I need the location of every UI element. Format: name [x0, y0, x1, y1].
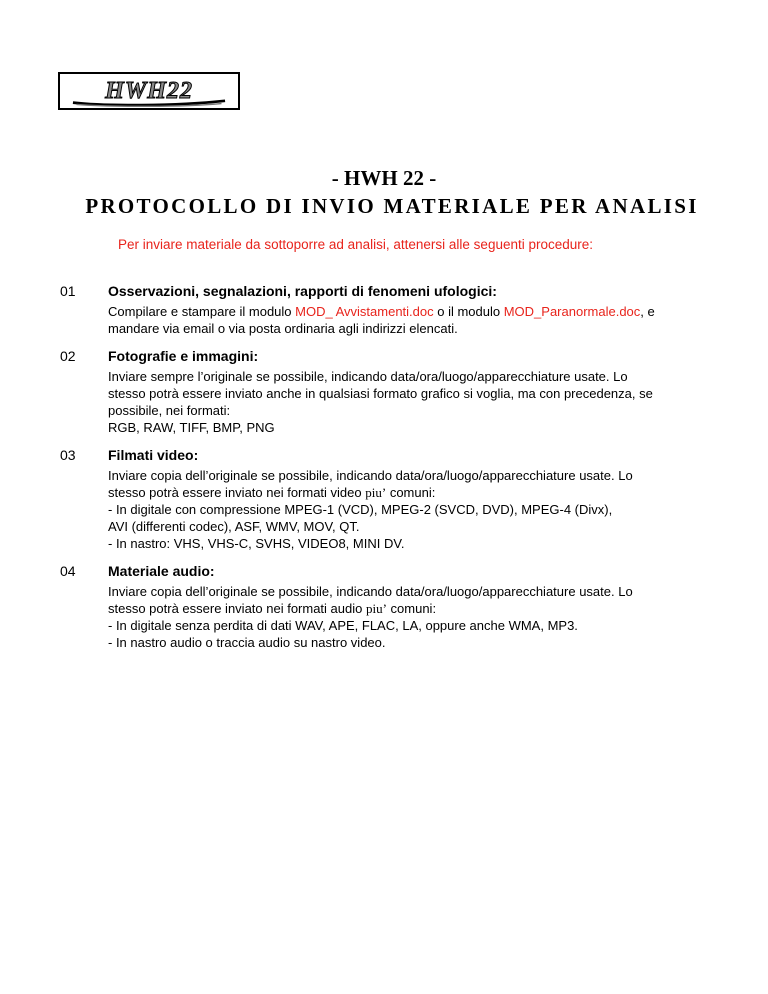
section-heading: Materiale audio: [108, 563, 215, 579]
body-line [108, 484, 748, 501]
paranormale-doc-link[interactable]: MOD_Paranormale.doc [503, 304, 641, 319]
logo-graphic [60, 74, 238, 108]
text-fragment: comuni: [386, 601, 437, 616]
section-heading: Fotografie e immagini: [108, 348, 259, 364]
text-fragment: stesso potrà essere inviato nei formati video [108, 485, 366, 500]
intro-text: Per inviare materiale da sottoporre ad analisi, attenersi alle seguenti procedure: [118, 237, 594, 252]
body-line: AVI (differenti codec), ASF, WMV, MOV, QT. [108, 519, 360, 534]
body-line: Inviare copia dell’originale se possibile, indicando data/ora/luogo/apparecchiature usate. Lo [108, 584, 633, 599]
body-line [108, 303, 748, 320]
text-fragment: stesso potrà essere inviato nei formati audio [108, 601, 366, 616]
section-number: 01 [60, 283, 76, 299]
logo-text: HWH22 [105, 77, 193, 105]
section-number: 03 [60, 447, 76, 463]
hwh22-logo [58, 72, 240, 110]
body-line: stesso potrà essere inviato anche in qualsiasi formato grafico si voglia, ma con precedenza, se [108, 386, 653, 401]
section-body [108, 583, 748, 651]
document-subtitle: PROTOCOLLO DI INVIO MATERIALE PER ANALISI [85, 194, 699, 218]
body-line: possibile, nei formati: [108, 403, 231, 418]
text-fragment: o il modulo [433, 304, 504, 319]
body-line: mandare via email o via posta ordinaria agli indirizzi elencati. [108, 321, 458, 336]
body-line [108, 600, 748, 617]
section-heading: Filmati video: [108, 447, 199, 463]
text-fragment: , e [640, 304, 655, 319]
text-fragment: comuni: [386, 485, 436, 500]
section-heading: Osservazioni, segnalazioni, rapporti di fenomeni ufologici: [108, 283, 497, 299]
body-line: - In digitale con compressione MPEG-1 (VCD), MPEG-2 (SVCD, DVD), MPEG-4 (Divx), [108, 502, 613, 517]
body-line: Inviare sempre l’originale se possibile, indicando data/ora/luogo/apparecchiature usate. Lo [108, 369, 628, 384]
section-number: 04 [60, 563, 76, 579]
text-fragment: piu’ [365, 485, 387, 500]
body-line: - In digitale senza perdita di dati WAV, APE, FLAC, LA, oppure anche WMA, MP3. [108, 618, 578, 633]
text-fragment: piu’ [365, 601, 387, 616]
body-line: Inviare copia dell’originale se possibile, indicando data/ora/luogo/apparecchiature usate. Lo [108, 468, 633, 483]
document-title: - HWH 22 - [331, 166, 437, 190]
text-fragment: Compilare e stampare il modulo [108, 304, 296, 319]
avvistamenti-doc-link[interactable]: MOD_ Avvistamenti.doc [295, 304, 434, 319]
section-body [108, 303, 748, 337]
section-body [108, 467, 748, 552]
body-line: - In nastro: VHS, VHS-C, SVHS, VIDEO8, MINI DV. [108, 536, 405, 551]
section-body [108, 368, 748, 436]
body-line: - In nastro audio o traccia audio su nastro video. [108, 635, 386, 650]
section-number: 02 [60, 348, 76, 364]
body-line: RGB, RAW, TIFF, BMP, PNG [108, 420, 275, 435]
